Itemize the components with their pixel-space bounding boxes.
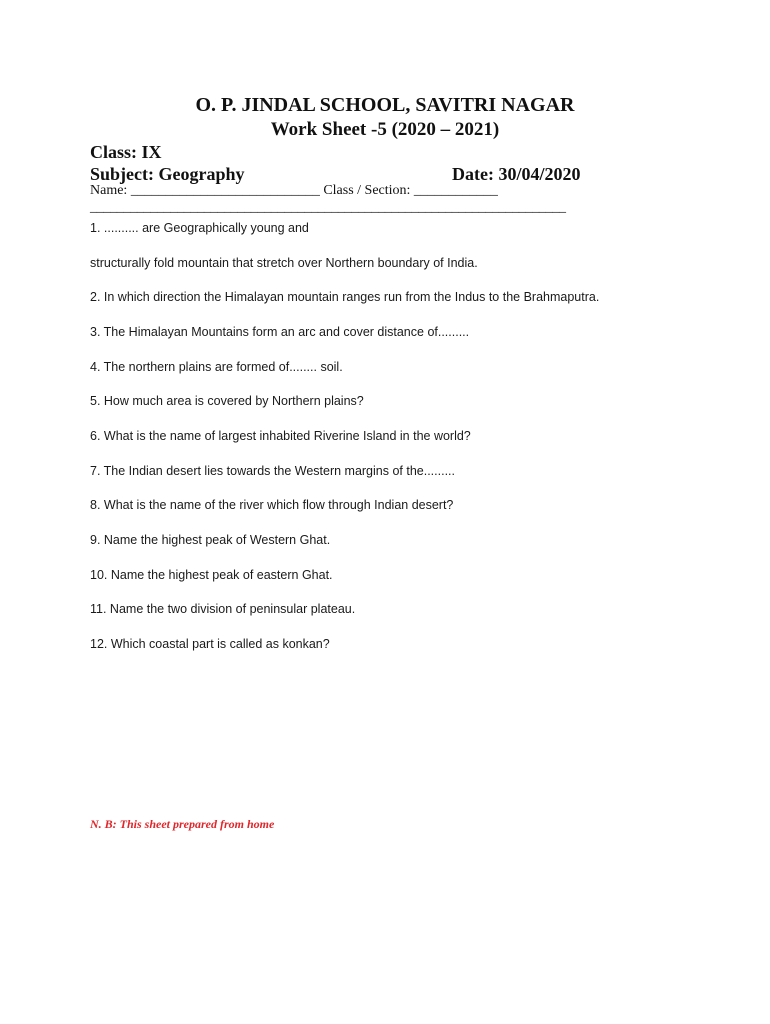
date-label: Date: 30/04/2020 [452,164,581,184]
question-10: 10. Name the highest peak of eastern Ghat. [90,568,333,582]
question-8: 8. What is the name of the river which flow through Indian desert? [90,498,454,512]
worksheet-title: Work Sheet -5 (2020 – 2021) [270,119,500,140]
question-3: 3. The Himalayan Mountains form an arc and cover distance of......... [90,325,470,339]
divider-line: _______________________________________________________________________ [90,200,566,215]
name-class-section-line: Name: ___________________________ Class / Section: ____________ [90,183,498,198]
question-4: 4. The northern plains are formed of........ soil. [90,360,343,374]
question-2: 2. In which direction the Himalayan mountain ranges run from the Indus to the Brahmaputra. [90,290,600,304]
question-7: 7. The Indian desert lies towards the Western margins of the......... [90,464,455,478]
question-1-continued: structurally fold mountain that stretch over Northern boundary of India. [90,256,478,270]
school-name: O. P. JINDAL SCHOOL, SAVITRI NAGAR [195,94,575,116]
question-11: 11. Name the two division of peninsular plateau. [90,602,356,616]
footer-note: N. B: This sheet prepared from home [90,817,275,831]
question-9: 9. Name the highest peak of Western Ghat. [90,533,331,547]
question-12: 12. Which coastal part is called as konkan? [90,637,330,651]
question-1: 1. .......... are Geographically young and [90,221,309,235]
question-6: 6. What is the name of largest inhabited Riverine Island in the world? [90,429,471,443]
question-5: 5. How much area is covered by Northern plains? [90,394,364,408]
subject-label: Subject: Geography [90,164,245,184]
class-label: Class: IX [90,142,162,162]
